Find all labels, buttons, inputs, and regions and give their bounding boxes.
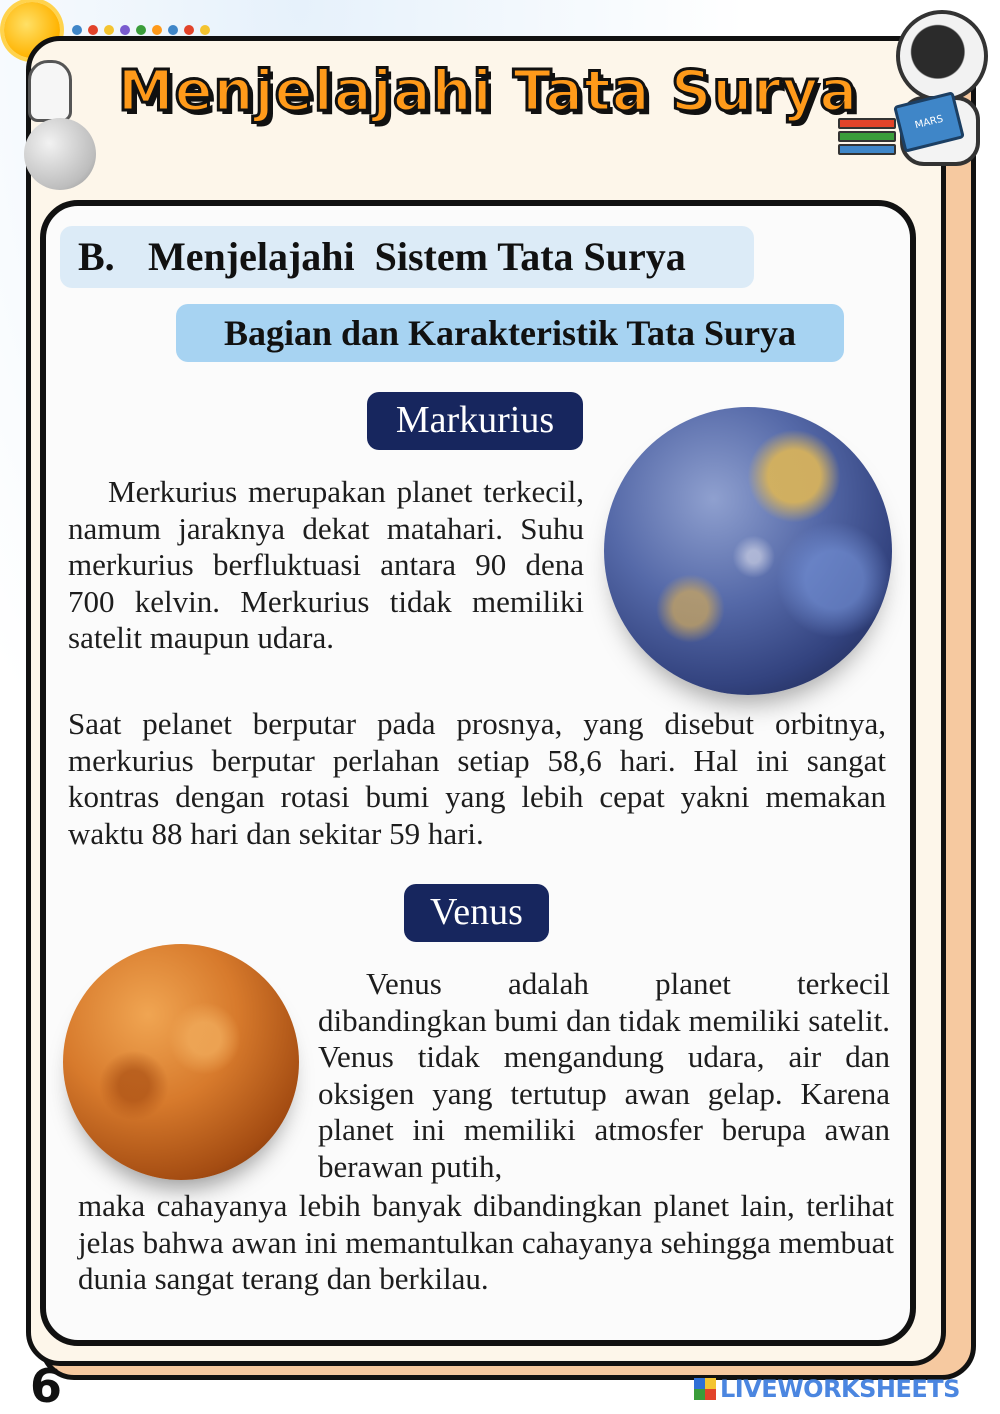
liveworksheets-watermark[interactable] bbox=[694, 1374, 994, 1404]
liveworksheets-logo-icon bbox=[694, 1378, 716, 1400]
astronaut-helmet-icon bbox=[896, 10, 988, 102]
section-subheading: Bagian dan Karakteristik Tata Surya bbox=[176, 304, 844, 362]
moon-icon bbox=[24, 118, 96, 190]
venus-paragraph-1: Venus adalah planet terkecil dibandingkan bumi dan tidak memiliki satelit. Venus tidak mengandung udara, air dan oksigen yang tertutup awan gelap. Karena planet ini memiliki atmosfer berupa awan berawan putih, bbox=[318, 966, 890, 1184]
venus-label: Venus bbox=[404, 884, 549, 942]
mercury-planet-image bbox=[604, 407, 892, 695]
page-number: 6 bbox=[30, 1359, 63, 1413]
section-heading bbox=[60, 226, 754, 288]
mercury-label: Markurius bbox=[367, 392, 583, 450]
venus-paragraph-2: maka cahayanya lebih banyak dibandingkan planet lain, terlihat jelas bahwa awan ini memantulkan cahayanya sehingga membuat dunia sangat terang dan berkilau. bbox=[78, 1188, 894, 1296]
mars-book-icon: MARS bbox=[893, 91, 965, 153]
mercury-paragraph-2: Saat pelanet berputar pada prosnya, yang disebut orbitnya, merkurius berputar perlahan setiap 58,6 hari. Hal ini sangat kontras dengan rotasi bumi yang lebih cepat yakni memakan waktu 88 hari dan sekitar 59 hari. bbox=[68, 706, 886, 851]
page-title: Menjelajahi Tata Surya bbox=[117, 59, 859, 124]
venus-planet-image bbox=[63, 944, 299, 1180]
section-heading-text: Menjelajahi Sistem Tata Surya bbox=[148, 234, 686, 279]
watermark-text: LIVEWORKSHEETS bbox=[720, 1375, 960, 1403]
kid-astronaut-icon bbox=[28, 60, 72, 122]
section-letter: B. bbox=[78, 234, 115, 279]
mercury-paragraph-1: Merkurius merupakan planet terkecil, namum jaraknya dekat matahari. Suhu merkurius berfluktuasi antara 90 dena 700 kelvin. Merkurius tidak memiliki satelit maupun udara. bbox=[68, 474, 584, 655]
